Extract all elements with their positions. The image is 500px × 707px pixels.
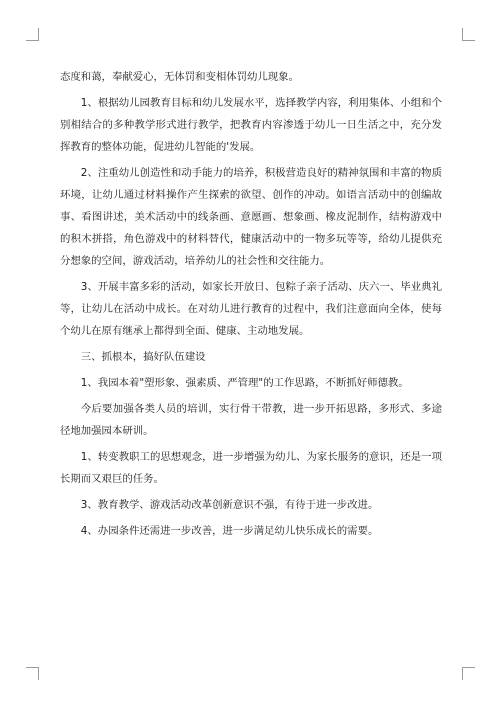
crop-mark-top-right — [462, 28, 475, 41]
crop-mark-bottom-right — [462, 667, 475, 680]
paragraph: 1、根据幼儿园教育目标和幼儿发展水平，选择教学内容，利用集体、小组和个别相结合的多种教学形式进行教学，把教育内容渗透于幼儿一日生活之中，充分发挥教育的整体功能，促进幼儿智能的'发展。 — [60, 97, 442, 153]
paragraph: 3、教育教学、游戏活动改革创新意识不强，有待于进一步改进。 — [80, 499, 379, 511]
paragraph: 1、转变教职工的思想观念，进一步增强为幼儿、为家长服务的意识，还是一项长期而又艰巨的任务。 — [60, 451, 442, 485]
paragraph: 1、我园本着"塑形象、强素质、严管理"的工作思路，不断抓好师德教。 — [80, 377, 409, 389]
crop-mark-top-left — [26, 28, 39, 41]
section-heading: 三、抓根本，搞好队伍建设 — [80, 351, 206, 363]
paragraph: 今后要加强各类人员的培训，实行骨干带教，进一步开拓思路，多形式、多途径地加强园本研训。 — [60, 403, 442, 437]
document-body — [60, 66, 442, 546]
paragraph: 态度和蔼，奉献爱心，无体罚和变相体罚幼儿现象。 — [60, 71, 299, 83]
crop-mark-bottom-left — [26, 667, 39, 680]
paragraph: 3、开展丰富多彩的活动，如家长开放日、包粽子亲子活动、庆六一、毕业典礼等，让幼儿在活动中成长。在对幼儿进行教育的过程中，我们注意面向全体，使每个幼儿在原有继承上都得到全面、健康、主动地发展。 — [60, 281, 442, 337]
paragraph: 2、注重幼儿创造性和动手能力的培养，积极营造良好的精神氛围和丰富的物质环境，让幼儿通过材料操作产生探索的欲望、创作的冲动。如语言活动中的创编故事、看图讲述，美术活动中的线条画、意愿画、想象画、橡皮泥制作，结构游戏中的积木拼搭，角色游戏中的材料替代，健康活动中的一物多玩等等，给幼儿提供充分想象的空间，游戏活动，培养幼儿的社会性和交往能力。 — [60, 167, 442, 267]
paragraph: 4、办园条件还需进一步改善，进一步满足幼儿快乐成长的需要。 — [80, 525, 379, 537]
